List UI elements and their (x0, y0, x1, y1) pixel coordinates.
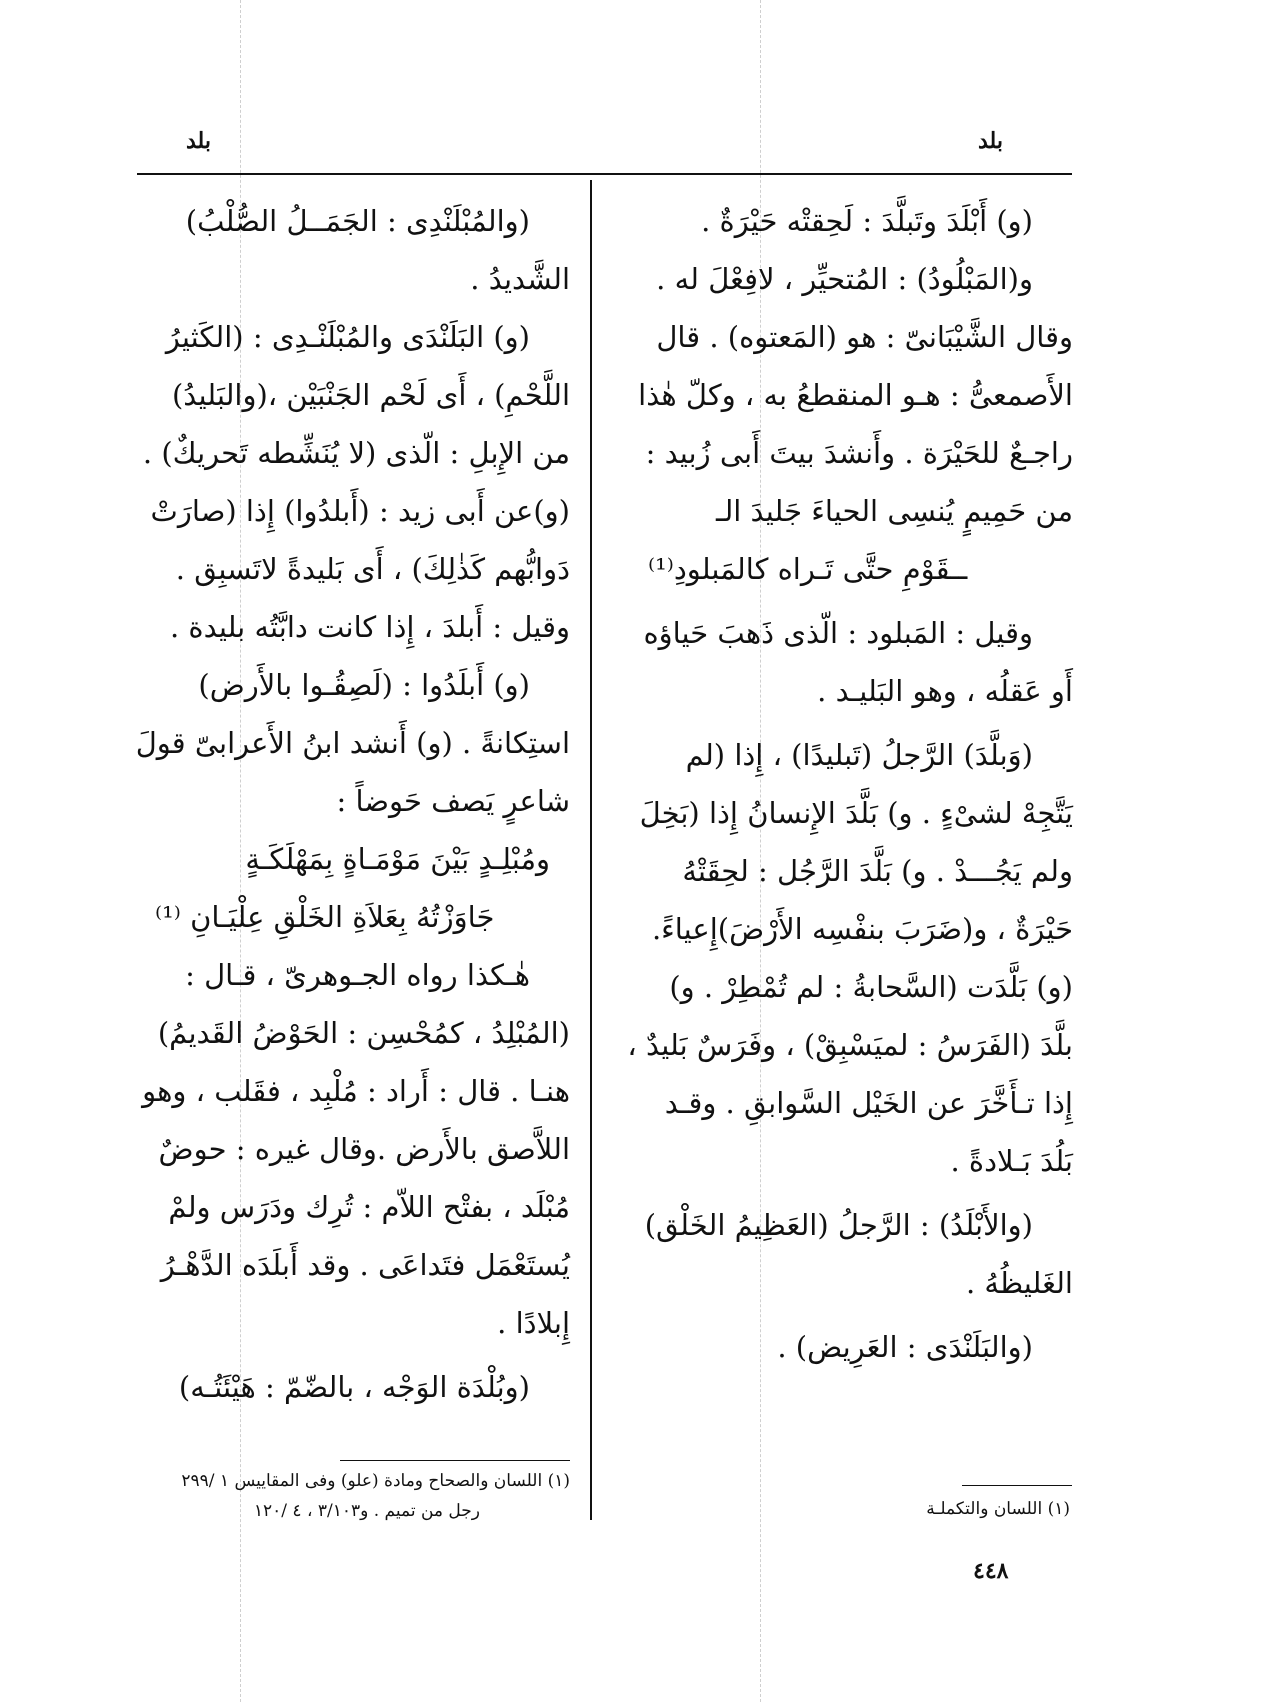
text-line: وقيل : المَبلود : الّذى ذَهبَ حَياؤه (643, 616, 1033, 650)
text-line: (و) البَلَنْدَى والمُبْلَنْـدِى : (الكَثيرُ (165, 320, 530, 354)
text-line: (وبُلْدَة الوَجْه ، بالضّمّ : هَيْئَتُـه) (178, 1370, 530, 1404)
text-line: الأَصمعىُّ : هـو المنقطعُ به ، وكلّ هٰذا (638, 378, 1073, 412)
column-divider (590, 180, 592, 1520)
text-line: (المُبْلِدُ ، كمُحْسِن : الحَوْضُ القَديمُ) (157, 1016, 570, 1050)
text-line: (والأَبْلَدُ) : الرَّجلُ (العَظِيمُ الخَلْق) (644, 1208, 1033, 1242)
footnote-left-line-1: (١) اللسان والصحاح ومادة (علو) وفى المقاييس ١ /٢٩٩ (181, 1471, 570, 1491)
text-line: يُستَعْمَل فتَداعَى . وقد أَبلَدَه الدَّهْـرُ (160, 1248, 570, 1282)
verse-line: ــقَوْمِ حتَّى تَـراه كالمَبلودِ⁽¹⁾ (648, 552, 968, 586)
text-line: إِذا تـأَخَّرَ عن الخَيْل السَّوابقِ . وقـد (664, 1086, 1073, 1120)
text-line: (و)عن أَبى زيد : (أَبلدُوا) إِذا (صارَتْ (150, 494, 570, 528)
text-line: (و) بَلَّدَت (السَّحابةُ : لم تُمْطِرْ . و) (669, 970, 1073, 1004)
page-number: ٤٤٨ (973, 1558, 1009, 1584)
text-line: (وَبلَّدَ) الرَّجلُ (تَبليدًا) ، إِذا (لم (685, 738, 1033, 772)
text-line: الشَّديدُ . (470, 262, 570, 296)
text-line: (و) أَبْلَدَ وتَبلَّدَ : لَحِقتْه حَيْرَةٌ . (701, 204, 1033, 238)
text-line: حَيْرَةٌ ، و(ضَرَبَ بنفْسِه الأَرْضَ)إِعياءً. (651, 912, 1073, 946)
text-line: مُبْلَد ، بفتْح اللاّم : تُرِك ودَرَس ولمْ (168, 1190, 570, 1224)
header-rule (137, 173, 1072, 175)
text-line: و(المَبْلُودُ) : المُتحيِّر ، لافِعْلَ له . (656, 262, 1033, 296)
text-line: أَو عَقلُه ، وهو البَليـد . (817, 674, 1073, 708)
running-header-left: بلد (186, 128, 211, 154)
text-line: وقال الشَّيْبَانىّ : هو (المَعتوه) . قال (656, 320, 1073, 354)
text-line: هنـا . قال : أَراد : مُلْبِد ، فقَلب ، وهو (142, 1074, 570, 1108)
text-line: ولم يَجُـــدْ . و) بَلَّدَ الرَّجُل : لحِقَتْهُ (682, 854, 1073, 888)
text-line: دَوابُّهم كَذٰلِكَ) ، أَى بَليدةً لاتَسبِق . (175, 552, 570, 586)
text-line: استِكانةً . (و) أَنشد ابنُ الأَعرابىّ قولَ (135, 726, 570, 760)
footnote-rule (962, 1485, 1072, 1486)
footnote-rule (340, 1460, 570, 1461)
footnote-right: (١) اللسان والتكملـة (926, 1499, 1070, 1519)
verse-line: ومُبْلِـدٍ بَيْنَ مَوْمَـاةٍ بِمَهْلَكَـةٍ (245, 842, 550, 876)
text-line: (و) أَبلَدُوا : (لَصِقُـوا بالأَرض) (198, 668, 530, 702)
verse-line: جَاوَزْتُهُ بِعَلاَةِ الخَلْقِ عِلْيَـانِ ⁽¹⁾ (155, 900, 495, 934)
text-line: بَلُدَ بَـلادةً . (950, 1144, 1073, 1178)
running-header-right: بلد (978, 128, 1003, 154)
footnote-left-line-2: رجل من تميم . و٣/١٠٣ ، ٤ /١٢٠ (253, 1501, 480, 1521)
text-line: الغَليظُهُ . (965, 1266, 1073, 1300)
text-line: إِبلادًا . (497, 1306, 570, 1340)
text-line: اللَّحْمِ) ، أَى لَحْم الجَنْبَيْن ،(والبَليدُ) (171, 378, 570, 412)
text-line: يَتَّجِهْ لشىْءٍ . و) بَلَّدَ الإِنسانُ إِذا (بَخِلَ (639, 796, 1073, 830)
right-column (628, 192, 1073, 1376)
text-line: (والبَلَنْدَى : العَرِيض) . (777, 1330, 1033, 1364)
text-line: شاعرٍ يَصف حَوضاً : (336, 784, 570, 818)
text-line: من الإِبلِ : الّذى (لا يُنَشِّطه تَحريكٌ) . (142, 436, 570, 470)
left-column (125, 192, 570, 1416)
text-line: وقيل : أَبلدَ ، إِذا كانت دابَّتُه بليدة . (169, 610, 570, 644)
text-line: (والمُبْلَنْدِى : الجَمَــلُ الصُّلْبُ) (185, 204, 530, 238)
text-line: راجـعٌ للحَيْرَة . وأَنشدَ بيتَ أَبى زُبيد : (645, 436, 1073, 470)
text-line: بلَّدَ (الفَرَسُ : لميَسْبِقْ) ، وفَرَسٌ بَليدٌ ، (627, 1028, 1073, 1062)
text-line: اللاَّصق بالأَرض .وقال غيره : حوضٌ (158, 1132, 570, 1166)
text-line: هٰـكذا رواه الجـوهرىّ ، قـال : (185, 958, 530, 992)
verse-line: من حَمِيمٍ يُنسِى الحياءَ جَليدَ الـ (715, 494, 1073, 528)
